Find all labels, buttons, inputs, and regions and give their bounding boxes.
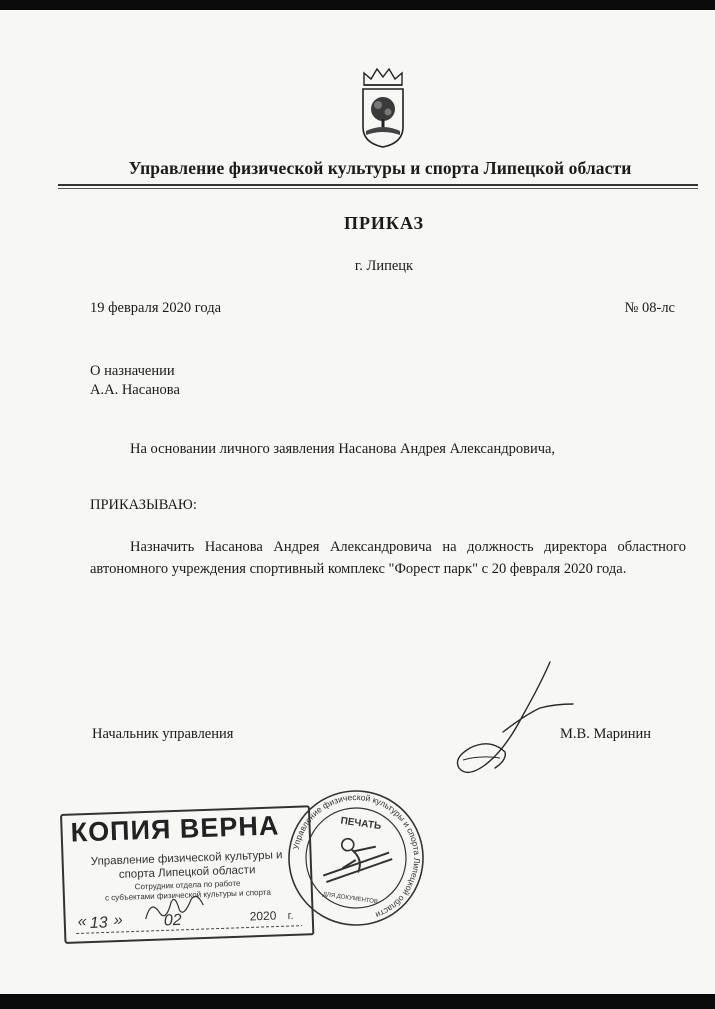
stamp-note-line-2: с субъектами физической культуры и спорта <box>104 887 271 903</box>
organization-title: Управление физической культуры и спорта Липецкой области <box>128 158 632 178</box>
handwritten-signature <box>445 660 585 790</box>
header-divider-thin <box>58 188 698 189</box>
subject-line-1: О назначении <box>90 363 175 379</box>
stamp-org-line-2: спорта Липецкой области <box>118 864 256 881</box>
stamp-title: КОПИЯ ВЕРНА <box>70 810 280 848</box>
stamp-year: 2020 <box>249 908 277 924</box>
signer-position: Начальник управления <box>92 726 234 742</box>
stamp-day: 13 <box>89 914 108 933</box>
document-subject <box>90 362 180 400</box>
stamp-year-suffix: г. <box>287 909 294 923</box>
stamp-note-line-1: Сотрудник отдела по работе <box>134 878 241 892</box>
subject-line-2: А.А. Насанова <box>90 382 180 398</box>
seal-bottom-text: ДЛЯ ДОКУМЕНТОВ <box>322 891 379 906</box>
document-date: 19 февраля 2020 года <box>90 300 222 316</box>
lipetsk-coat-of-arms-icon <box>358 65 408 150</box>
document-city: г. Липецк <box>354 258 414 274</box>
seal-ring-text: Управление физической культуры и спорта Липецкой области <box>290 791 423 921</box>
stamp-org-line-1: Управление физической культуры и <box>90 849 283 868</box>
seal-center-text: ПЕЧАТЬ <box>339 815 382 833</box>
round-seal <box>277 779 435 937</box>
document-page <box>0 10 715 994</box>
copy-true-stamp <box>60 805 314 944</box>
order-basis: На основании личного заявления Насанова Андрея Александровича, <box>130 441 556 457</box>
stamp-signature <box>141 887 212 929</box>
order-text: Назначить Насанова Андрея Александровича на должность директора областного автономного учреждения спортивный комплекс "Форест парк" с 20 февраля 2020 года. <box>90 539 686 577</box>
document-number: № 08-лс <box>624 300 675 316</box>
order-word: ПРИКАЗЫВАЮ: <box>90 497 197 513</box>
stamp-month: 02 <box>163 911 182 930</box>
stamp-date: « 13 » 02 2020 г. <box>73 906 304 938</box>
signer-name: М.В. Маринин <box>560 726 652 742</box>
header-divider <box>58 184 698 186</box>
document-type: ПРИКАЗ <box>343 213 425 233</box>
